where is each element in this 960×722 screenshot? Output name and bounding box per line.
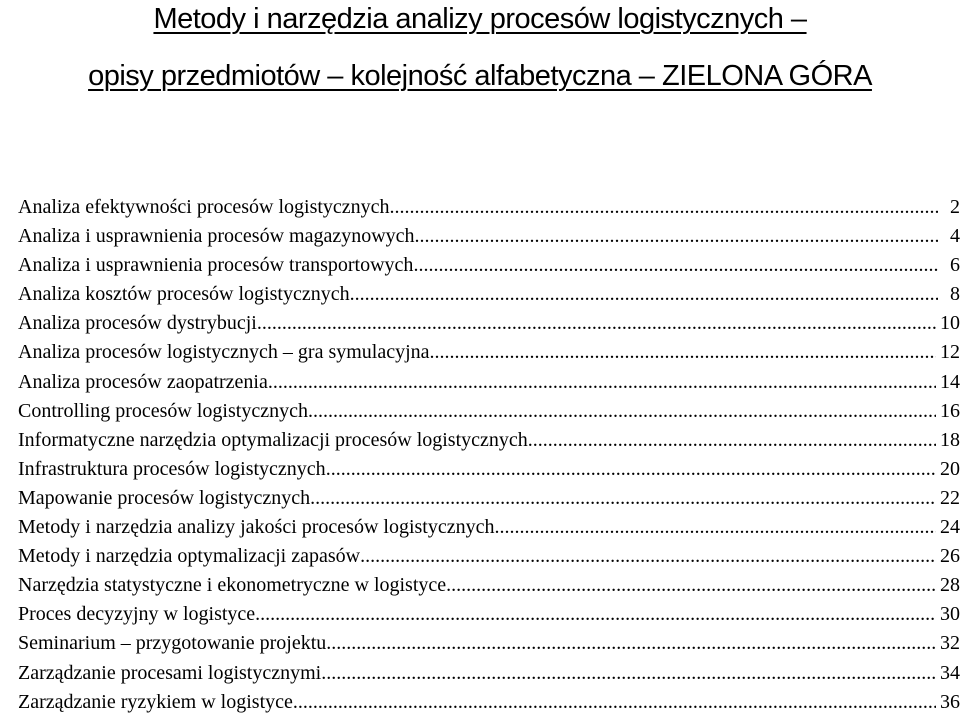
table-of-contents <box>18 193 960 717</box>
toc-page-number: 12 <box>940 341 960 364</box>
toc-entry[interactable] <box>18 426 960 455</box>
page-subtitle: opisy przedmiotów – kolejność alfabetyczna – ZIELONA GÓRA <box>88 60 872 92</box>
toc-page-number: 20 <box>940 457 960 480</box>
toc-entry[interactable] <box>18 193 960 222</box>
toc-dot-leader <box>413 251 938 280</box>
toc-dot-leader <box>360 542 936 571</box>
toc-page-number: 2 <box>950 196 960 218</box>
toc-dot-leader <box>390 193 938 222</box>
toc-page-number: 4 <box>950 225 960 248</box>
toc-dot-leader <box>308 397 936 426</box>
toc-page-number: 34 <box>940 661 960 684</box>
toc-entry[interactable] <box>18 571 960 600</box>
toc-entry-label: Controlling procesów logistycznych <box>18 399 308 422</box>
toc-dot-leader <box>430 338 936 367</box>
toc-entry[interactable] <box>18 659 960 688</box>
toc-dot-leader <box>528 426 936 455</box>
toc-entry-label: Analiza procesów zaopatrzenia <box>18 370 268 393</box>
toc-entry-label: Informatyczne narzędzia optymalizacji procesów logistycznych <box>18 428 528 451</box>
toc-entry-label: Analiza procesów logistycznych – gra symulacyjna <box>18 341 430 364</box>
toc-dot-leader <box>321 659 936 688</box>
toc-dot-leader <box>268 368 936 397</box>
toc-page-number: 30 <box>940 603 960 626</box>
toc-page-number: 14 <box>940 370 960 393</box>
toc-entry-label: Proces decyzyjny w logistyce <box>18 603 256 626</box>
toc-dot-leader <box>310 484 936 513</box>
toc-entry[interactable] <box>18 513 960 542</box>
toc-entry-label: Metody i narzędzia optymalizacji zapasów <box>18 545 361 568</box>
toc-entry[interactable] <box>18 251 960 280</box>
toc-dot-leader <box>415 222 938 251</box>
toc-page-number: 28 <box>940 574 960 597</box>
toc-dot-leader <box>350 280 938 309</box>
page-title: Metody i narzędzia analizy procesów logistycznych – <box>153 3 807 35</box>
toc-entry-label: Analiza i usprawnienia procesów magazynowych <box>18 225 415 248</box>
toc-entry-label: Seminarium – przygotowanie projektu <box>18 632 327 655</box>
toc-entry[interactable] <box>18 338 960 367</box>
toc-entry-label: Mapowanie procesów logistycznych <box>18 486 311 509</box>
toc-entry[interactable] <box>18 280 960 309</box>
toc-page-number: 16 <box>940 399 960 422</box>
toc-entry[interactable] <box>18 484 960 513</box>
toc-entry[interactable] <box>18 397 960 426</box>
toc-entry-label: Analiza procesów dystrybucji <box>18 312 257 335</box>
toc-entry[interactable] <box>18 600 960 629</box>
toc-dot-leader <box>326 629 936 658</box>
toc-page-number: 26 <box>940 545 960 568</box>
toc-entry-label: Metody i narzędzia analizy jakości procesów logistycznych <box>18 516 495 539</box>
toc-entry-label: Zarządzanie procesami logistycznymi <box>18 661 322 684</box>
toc-entry-label: Analiza kosztów procesów logistycznych <box>18 283 350 306</box>
toc-page-number: 6 <box>950 254 960 277</box>
toc-entry-label: Analiza i usprawnienia procesów transportowych <box>18 254 414 277</box>
toc-page-number: 18 <box>940 428 960 451</box>
toc-entry[interactable] <box>18 368 960 397</box>
toc-entry[interactable] <box>18 542 960 571</box>
toc-entry[interactable] <box>18 455 960 484</box>
toc-entry-label: Analiza efektywności procesów logistycznych <box>18 196 390 218</box>
toc-page-number: 24 <box>940 516 960 539</box>
toc-dot-leader <box>326 455 936 484</box>
toc-entry[interactable] <box>18 309 960 338</box>
toc-page-number: 8 <box>950 283 960 306</box>
toc-dot-leader <box>446 571 936 600</box>
toc-entry[interactable] <box>18 629 960 658</box>
toc-entry-label: Zarządzanie ryzykiem w logistyce <box>18 690 293 713</box>
toc-entry-label: Narzędzia statystyczne i ekonometryczne w logistyce <box>18 574 447 597</box>
toc-page-number: 10 <box>940 312 960 335</box>
toc-page-number: 36 <box>940 690 960 713</box>
toc-page-number: 32 <box>940 632 960 655</box>
toc-entry-label: Infrastruktura procesów logistycznych <box>18 457 326 480</box>
toc-dot-leader <box>257 309 936 338</box>
toc-dot-leader <box>495 513 937 542</box>
toc-entry[interactable] <box>18 222 960 251</box>
toc-page-number: 22 <box>940 486 960 509</box>
toc-dot-leader <box>255 600 936 629</box>
toc-dot-leader <box>293 688 936 717</box>
toc-entry[interactable] <box>18 688 960 717</box>
